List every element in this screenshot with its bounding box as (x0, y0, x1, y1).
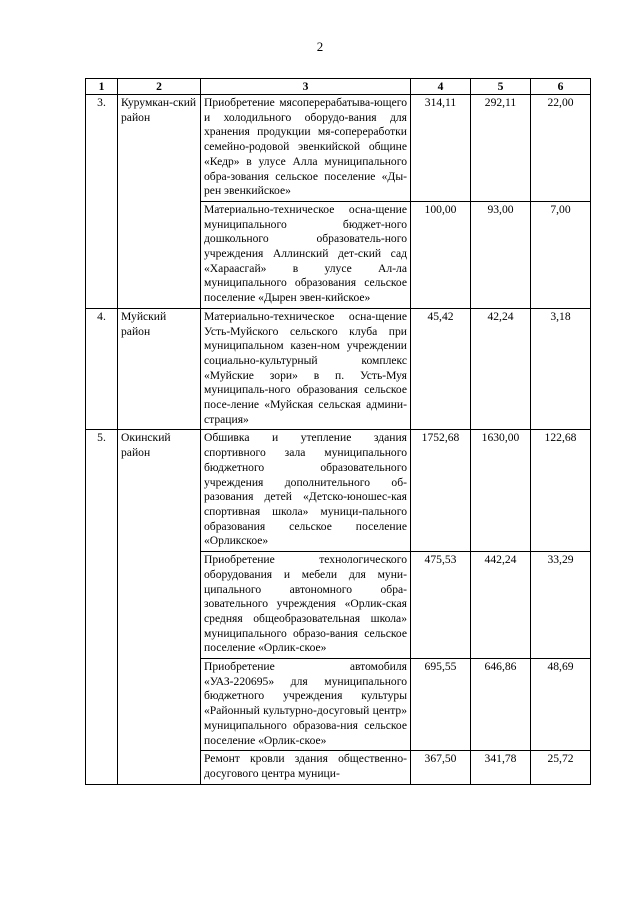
page-number: 2 (316, 39, 324, 54)
column-header-6: 6 (531, 79, 591, 95)
republic-amount: 341,78 (471, 751, 531, 784)
total-amount: 314,11 (411, 95, 471, 202)
measure-description: Обшивка и утепление здания спортивного зала муниципального бюджетного образовательного учреждения дополнительного об-разования детей «Детско-юношес-кая спортивная школа» муници-пального образования сельское поселение «Орликское» (201, 430, 411, 552)
local-amount: 7,00 (531, 201, 591, 308)
table-row (86, 308, 591, 430)
measure-description: Материально-техническое осна-щение Усть-Муйского сельского клуба при муниципальном казен-ном учреждении социально-культурный комплекс «Муйские зори» в п. Усть-Муя муниципаль-ного образования сельское посе-ление «Муйская сельская админи-страция» (201, 308, 411, 430)
measure-description: Материально-техническое осна-щение муниципального бюджет-ного дошкольного образователь-ного учреждения Аллинский дет-ский сад «Хараасгай» в улусе Ал-ла муниципального образования сельское поселение «Дырен эвен-кийское» (201, 201, 411, 308)
row-number: 5. (86, 430, 118, 784)
header-row (86, 79, 591, 95)
district-name: Курумкан-ский район (118, 95, 201, 309)
column-header-1: 1 (86, 79, 118, 95)
table-row (86, 430, 591, 552)
column-header-5: 5 (471, 79, 531, 95)
local-amount: 3,18 (531, 308, 591, 430)
row-number: 4. (86, 308, 118, 430)
total-amount: 475,53 (411, 552, 471, 659)
table-row (86, 95, 591, 202)
measure-description: Приобретение автомобиля «УАЗ-220695» для муниципального бюджетного учреждения культуры «Районный культурно-досуговый центр» муниципального образова-ния сельское поселение «Орлик-ское» (201, 659, 411, 751)
local-amount: 48,69 (531, 659, 591, 751)
total-amount: 367,50 (411, 751, 471, 784)
republic-amount: 442,24 (471, 552, 531, 659)
measure-description: Ремонт кровли здания общественно-досугового центра муници- (201, 751, 411, 784)
district-name: Окинский район (118, 430, 201, 784)
local-amount: 22,00 (531, 95, 591, 202)
local-amount: 122,68 (531, 430, 591, 552)
total-amount: 695,55 (411, 659, 471, 751)
local-amount: 25,72 (531, 751, 591, 784)
district-name: Муйский район (118, 308, 201, 430)
republic-amount: 93,00 (471, 201, 531, 308)
measure-description: Приобретение мясоперерабатыва-ющего и холодильного оборудо-вания для хранения продукции мя-сопереработки семейно-родовой эвенкийской общине «Кедр» в улусе Алла муниципального обра-зования сельское поселение «Ды-рен эвенкийское» (201, 95, 411, 202)
republic-amount: 292,11 (471, 95, 531, 202)
allocation-table (85, 78, 591, 785)
total-amount: 1752,68 (411, 430, 471, 552)
republic-amount: 1630,00 (471, 430, 531, 552)
republic-amount: 42,24 (471, 308, 531, 430)
local-amount: 33,29 (531, 552, 591, 659)
republic-amount: 646,86 (471, 659, 531, 751)
total-amount: 45,42 (411, 308, 471, 430)
column-header-3: 3 (201, 79, 411, 95)
column-header-2: 2 (118, 79, 201, 95)
measure-description: Приобретение технологического оборудования и мебели для муни-ципального автономного обра-зовательного учреждения «Орлик-ская средняя общеобразовательная школа» муниципального образо-вания сельское поселение «Орлик-ское» (201, 552, 411, 659)
column-header-4: 4 (411, 79, 471, 95)
row-number: 3. (86, 95, 118, 309)
total-amount: 100,00 (411, 201, 471, 308)
